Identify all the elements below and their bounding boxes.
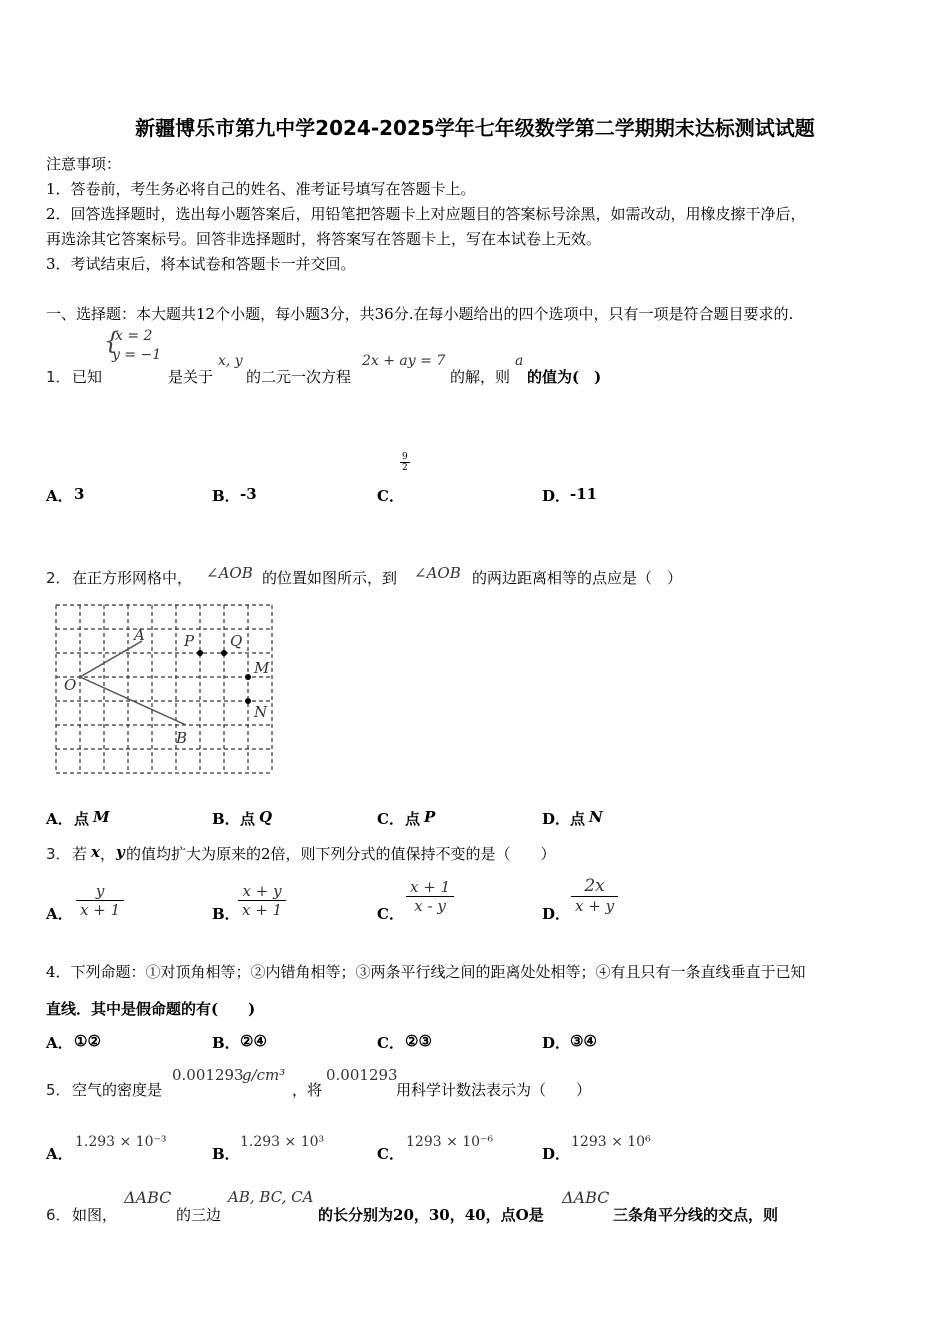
- q1-option-b-value: -3: [240, 485, 257, 503]
- q2-angle-2: ∠AOB: [414, 564, 461, 582]
- q2-text-2: 的位置如图所示，到: [262, 569, 398, 587]
- q3-option-b-den: x + 1: [242, 901, 283, 919]
- q2-option-c-label[interactable]: C．: [377, 810, 404, 828]
- q2-option-a-text: 点: [74, 810, 90, 828]
- q6-text-3: 的长分别为20，30，40，点O是: [318, 1206, 544, 1224]
- q3-option-d-fraction: [571, 876, 618, 915]
- q3-option-b-num: x + y: [238, 882, 286, 901]
- section-header: 一、选择题：本大题共12个小题，每小题3分，共36分.在每小题给出的四个选项中，只有一项是符合题目要求的.: [46, 305, 794, 323]
- q3-option-b-label[interactable]: B．: [212, 905, 240, 923]
- point-p: [197, 650, 203, 656]
- q2-option-a-point: M: [93, 808, 110, 826]
- ray-oa: [80, 641, 142, 677]
- q5-option-c-value: 1293 × 10⁻⁶: [406, 1134, 494, 1150]
- q5-number: 5．: [46, 1081, 71, 1099]
- q5-option-b-value: 1.293 × 10³: [240, 1134, 325, 1150]
- page-title: 新疆博乐市第九中学2024-2025学年七年级数学第二学期期末达标测试试题: [135, 116, 815, 140]
- q1-vars: x, y: [218, 353, 243, 369]
- label-a: A: [134, 626, 145, 644]
- q3-option-d-num: 2x: [571, 876, 618, 897]
- q3-comma: ，: [100, 845, 116, 863]
- q2-option-c-text: 点: [405, 810, 421, 828]
- q3-option-c-fraction: [406, 878, 454, 915]
- label-m: M: [254, 659, 270, 677]
- label-b: B: [176, 729, 188, 747]
- q3-option-a-fraction: [76, 882, 124, 919]
- q1-option-d-label[interactable]: D．: [542, 487, 571, 505]
- q2-option-d-text: 点: [570, 810, 586, 828]
- q2-option-b-point: Q: [259, 808, 273, 826]
- q1-option-c-den: 2: [402, 463, 408, 473]
- q5-option-d-value: 1293 × 10⁶: [571, 1134, 651, 1150]
- q5-option-a-label[interactable]: A．: [46, 1145, 73, 1163]
- q4-option-a-label[interactable]: A．: [46, 1034, 73, 1052]
- q3-option-d-den: x + y: [575, 897, 615, 915]
- label-o: O: [64, 676, 77, 694]
- q4-option-d-label[interactable]: D．: [542, 1034, 571, 1052]
- label-q: Q: [230, 632, 243, 650]
- q2-option-a-label[interactable]: A．: [46, 810, 73, 828]
- label-p: P: [184, 632, 195, 650]
- q4-line-1: 4．下列命题：①对顶角相等；②内错角相等；③两条平行线之间的距离处处相等；④有且只有一条直线垂直于已知: [46, 963, 806, 981]
- q1-option-a-label[interactable]: A．: [46, 487, 73, 505]
- q5-value-1: 0.001293: [172, 1066, 244, 1084]
- q5-option-a-value: 1.293 × 10⁻³: [75, 1134, 167, 1150]
- q3-text-1: 若: [72, 845, 88, 863]
- q3-option-a-label[interactable]: A．: [46, 905, 73, 923]
- q5-text-2: ，将: [292, 1081, 323, 1099]
- q2-angle-1: ∠AOB: [206, 564, 253, 582]
- q6-text-4: 三条角平分线的交点，则: [613, 1206, 779, 1224]
- q6-sides: AB, BC, CA: [228, 1188, 314, 1206]
- q2-option-c-point: P: [424, 808, 436, 826]
- q3-option-b-fraction: [238, 882, 286, 919]
- q3-option-d-label[interactable]: D．: [542, 905, 571, 923]
- q1-option-d-value: -11: [570, 485, 598, 503]
- q3-option-c-num: x + 1: [406, 878, 454, 897]
- notice-item-2-cont: 再选涂其它答案标号。回答非选择题时，将答案写在答题卡上，写在本试卷上无效。: [46, 230, 602, 248]
- q2-text-1: 在正方形网格中，: [72, 569, 193, 587]
- q3-var-y: y: [116, 843, 125, 861]
- q1-text-2: 是关于: [168, 368, 214, 386]
- q3-option-c-label[interactable]: C．: [377, 905, 404, 923]
- q1-var-a: a: [515, 353, 524, 369]
- q4-option-c-value: ②③: [405, 1032, 432, 1050]
- q3-option-c-den: x - y: [414, 897, 446, 915]
- q6-triangle-1: ΔABC: [124, 1188, 172, 1207]
- label-n: N: [254, 703, 268, 721]
- q5-option-c-label[interactable]: C．: [377, 1145, 404, 1163]
- q5-unit: g/cm³: [242, 1066, 286, 1084]
- q4-option-d-value: ③④: [570, 1032, 597, 1050]
- q6-text-2: 的三边: [176, 1206, 222, 1224]
- q1-number: 1．: [46, 368, 71, 386]
- q2-option-d-point: N: [589, 808, 603, 826]
- notice-heading: 注意事项：: [46, 155, 122, 173]
- q4-option-c-label[interactable]: C．: [377, 1034, 404, 1052]
- q5-option-d-label[interactable]: D．: [542, 1145, 571, 1163]
- q2-number: 2．: [46, 569, 71, 587]
- q6-text-1: 如图，: [72, 1206, 118, 1224]
- q2-option-b-text: 点: [240, 810, 256, 828]
- q1-text-5: 的值为( ): [527, 368, 602, 386]
- q1-option-c-num: 9: [402, 452, 408, 462]
- q4-line-2: 直线．其中是假命题的有( ): [46, 1000, 256, 1018]
- grid-figure: [50, 600, 280, 780]
- q3-var-x: x: [91, 843, 100, 861]
- point-n: [245, 698, 251, 704]
- q4-option-a-value: ①②: [74, 1032, 101, 1050]
- q5-text-1: 空气的密度是: [72, 1081, 163, 1099]
- q5-value-2: 0.001293: [326, 1066, 398, 1084]
- q6-triangle-2: ΔABC: [562, 1188, 610, 1207]
- q1-option-a-value: 3: [74, 485, 85, 503]
- q1-option-b-label[interactable]: B．: [212, 487, 240, 505]
- q3-text-2: 的值均扩大为原来的2倍，则下列分式的值保持不变的是（ ）: [126, 845, 556, 863]
- point-m: [245, 674, 251, 680]
- q2-option-d-label[interactable]: D．: [542, 810, 571, 828]
- q5-text-3: 用科学计数法表示为（ ）: [396, 1081, 592, 1099]
- q3-option-a-num: y: [76, 882, 124, 901]
- point-q: [221, 650, 227, 656]
- q1-option-c-fraction: [400, 452, 410, 473]
- q6-number: 6．: [46, 1206, 71, 1224]
- q1-text-3: 的二元一次方程: [246, 368, 352, 386]
- q1-option-c-label[interactable]: C．: [377, 487, 404, 505]
- q1-system-eq1: x = 2: [115, 328, 153, 344]
- notice-item-1: 1．答卷前，考生务必将自己的姓名、准考证号填写在答题卡上。: [46, 180, 476, 198]
- brace-icon: {: [104, 327, 120, 355]
- q1-equation: 2x + ay = 7: [362, 353, 446, 369]
- q3-option-a-den: x + 1: [80, 901, 121, 919]
- q4-option-b-label[interactable]: B．: [212, 1034, 240, 1052]
- q5-option-b-label[interactable]: B．: [212, 1145, 240, 1163]
- q1-text-1: 已知: [72, 368, 103, 386]
- q1-system-eq2: y = −1: [112, 347, 162, 363]
- q2-option-b-label[interactable]: B．: [212, 810, 240, 828]
- grid-lines: [56, 605, 272, 773]
- q4-option-b-value: ②④: [240, 1032, 267, 1050]
- q1-text-4: 的解，则: [450, 368, 511, 386]
- q3-number: 3．: [46, 845, 71, 863]
- q2-text-3: 的两边距离相等的点应是（ ）: [472, 569, 683, 587]
- notice-item-3: 3．考试结束后，将本试卷和答题卡一并交回。: [46, 255, 356, 273]
- notice-item-2: 2．回答选择题时，选出每小题答案后，用铅笔把答题卡上对应题目的答案标号涂黑，如需改动，用橡皮擦干净后，: [46, 205, 806, 223]
